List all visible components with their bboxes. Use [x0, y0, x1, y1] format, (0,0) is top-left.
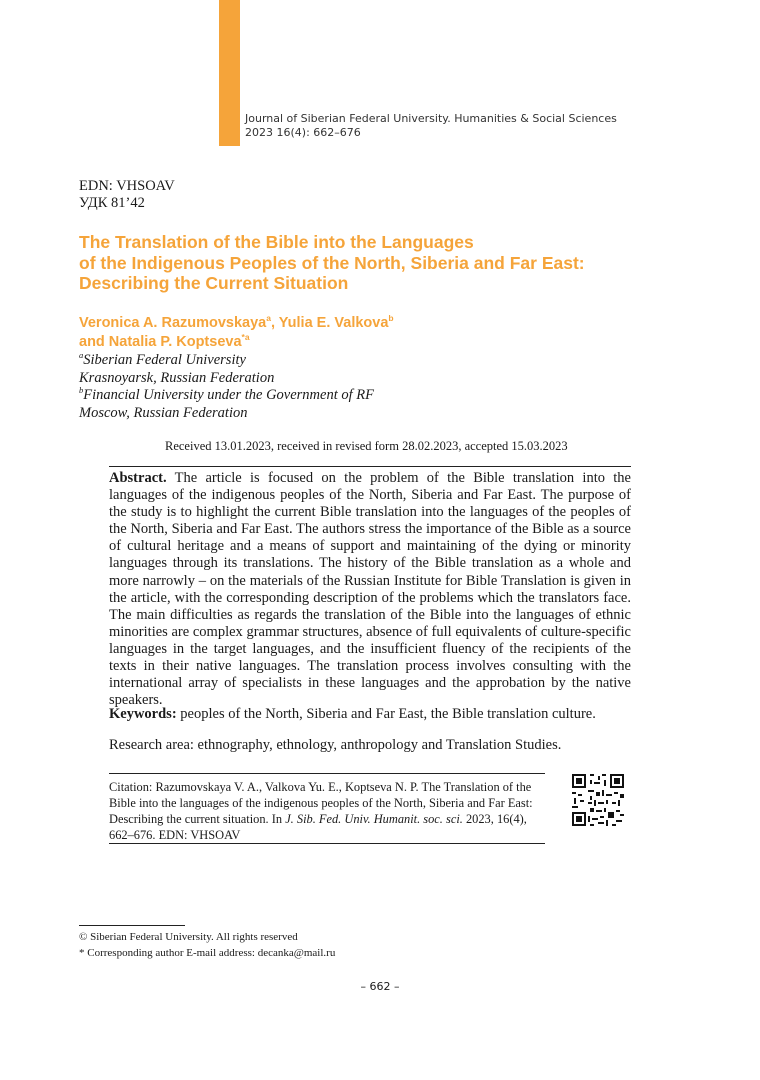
abstract-top-rule [109, 466, 631, 467]
citation-text: Citation: Razumovskaya V. A., Valkova Yu. E., Koptseva N. P. The Translation of the Bible into the languages of the indigenous peoples of the North, Siberia and Far East: Describing the current situation. In [109, 780, 533, 826]
keywords [109, 706, 649, 723]
classification-codes [79, 178, 175, 212]
author-affil-mark: b [388, 313, 394, 324]
footnotes [79, 929, 335, 961]
keywords-text: peoples of the North, Siberia and Far East, the Bible translation culture. [180, 706, 596, 722]
copyright-footnote: © Siberian Federal University. All rights reserved [79, 931, 298, 943]
title-line: Describing the Current Situation [79, 273, 349, 293]
received-dates: Received 13.01.2023, received in revised form 28.02.2023, accepted 15.03.2023 [165, 439, 568, 453]
citation [109, 779, 545, 843]
author-affil-mark: *a [241, 332, 250, 343]
qr-code-icon[interactable] [572, 774, 624, 826]
footnote-rule [79, 925, 185, 926]
corresponding-author-footnote: * Corresponding author E-mail address: decanka@mail.ru [79, 947, 336, 959]
citation-text: 2023, 16(4), 662–676. EDN: VHSOAV [109, 812, 527, 842]
abstract [109, 470, 631, 709]
citation-journal: J. Sib. Fed. Univ. Humanit. soc. sci. [285, 812, 463, 826]
title-line: The Translation of the Bible into the Languages [79, 232, 474, 252]
journal-issue: 2023 16(4): 662–676 [245, 126, 361, 139]
author-line [79, 333, 394, 352]
author-name: and Natalia P. Koptseva [79, 334, 242, 350]
affiliation-city: Moscow, Russian Federation [79, 404, 248, 421]
affiliation-text: Financial University under the Government of RF [83, 387, 374, 403]
author-name: Yulia E. Valkova [278, 315, 389, 331]
journal-name: Journal of Siberian Federal University. Humanities & Social Sciences [245, 112, 617, 125]
journal-header [245, 112, 617, 140]
page-number: – 662 – [360, 980, 400, 993]
abstract-label: Abstract. [109, 470, 167, 486]
affiliations [79, 352, 374, 422]
citation-top-rule [109, 773, 545, 774]
author-line: Veronica A. Razumovskaya$^a$, Yulia E. Valkova$^b$ [79, 313, 394, 331]
abstract-text: The article is focused on the problem of the Bible translation into the languages of the indigenous peoples of the North, Siberia and Far East. The purpose of the study is to highlight the current Bible translation into the languages of the peoples of the North, Siberia and Far East. The authors stress the importance of the Bible as a source of cultural heritage and a means of support and maintaining of the dying or minority languages through its translations. The history of the Bible translation as a whole and more narrowly – on the materials of the Russian Institute for Bible Translation is given in the article, with the corresponding description of the problems which the translators face. The main difficulties as regards the translation of the Bible into the languages of ethnic minorities are complex grammar structures, absence of full equivalents of culture-specific languages in the target languages, and the insufficient fluency of the recipients of the texts in their native languages. The translation process involves consulting with the international array of specialists in these languages and the approbation by the native speakers. [109, 470, 631, 709]
author-affil-mark: a [266, 313, 271, 324]
affiliation-name [79, 387, 374, 405]
title-line: of the Indigenous Peoples of the North, Siberia and Far East: [79, 252, 585, 273]
authors [79, 314, 394, 352]
edn-code: EDN: VHSOAV [79, 178, 175, 194]
journal-accent-bar [219, 0, 240, 146]
affil-mark: b [79, 385, 84, 396]
affiliation-name [79, 352, 374, 370]
affiliation-text: Siberian Federal University [83, 352, 246, 368]
article-title [79, 232, 585, 294]
affiliation-city: Krasnoyarsk, Russian Federation [79, 369, 275, 386]
udk-code: УДК 81’42 [79, 195, 145, 211]
keywords-label: Keywords: [109, 706, 177, 722]
author-name: Veronica A. Razumovskaya [79, 315, 267, 331]
affil-mark: a [79, 350, 84, 361]
research-area: Research area: ethnography, ethnology, anthropology and Translation Studies. [109, 737, 562, 753]
citation-bottom-rule [109, 843, 545, 844]
